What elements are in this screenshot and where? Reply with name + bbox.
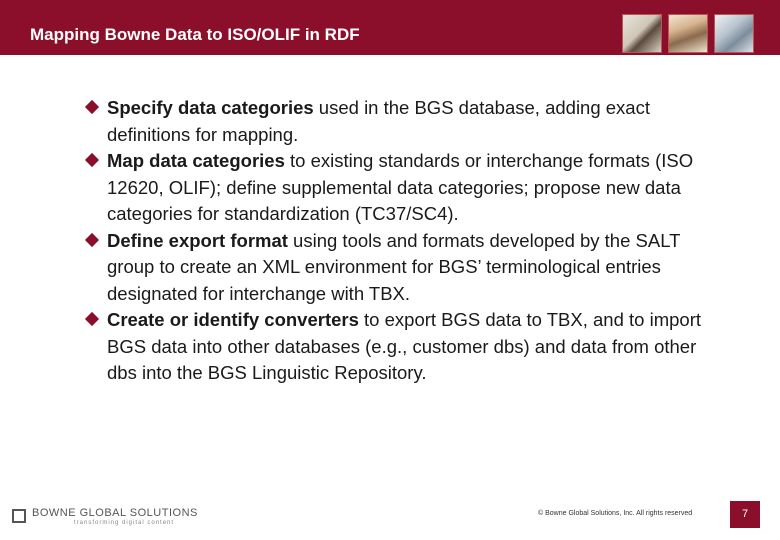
slide-title: Mapping Bowne Data to ISO/OLIF in RDF	[30, 25, 360, 44]
page-number: 7	[730, 501, 760, 528]
header-photos	[622, 14, 754, 53]
photo-group-icon	[668, 14, 708, 53]
list-item	[88, 228, 708, 308]
diamond-bullet-icon	[85, 312, 99, 326]
company-logo	[12, 507, 198, 529]
diamond-bullet-icon	[85, 232, 99, 246]
list-item	[88, 307, 708, 387]
bullet-bold-text: Specify data categories	[107, 97, 314, 118]
list-item	[88, 148, 708, 228]
bullet-bold-text: Define export format	[107, 229, 288, 251]
bullet-text: using tools and formats developed by the SALT group to create an XML environment for BGS’ terminological entries designated for interchange with TBX.	[107, 229, 681, 304]
bullet-bold-text: Map data categories	[107, 150, 285, 171]
list-item	[88, 95, 708, 148]
copyright-text: © Bowne Global Solutions, Inc. All rights reserved	[538, 510, 693, 517]
bullet-text: used in the BGS database, adding exact definitions for mapping.	[107, 97, 650, 145]
logo-tagline: transforming digital content	[74, 520, 175, 526]
slide-footer	[0, 490, 780, 540]
title-bar	[0, 0, 780, 55]
bullet-text: to existing standards or interchange formats (ISO 12620, OLIF); define supplemental data categories; propose new data categories for standardization (TC37/SC4).	[107, 150, 694, 224]
diamond-bullet-icon	[85, 100, 99, 114]
bullet-text: to export BGS data to TBX, and to import BGS data into other databases (e.g., customer dbs) and data from other dbs into the BGS Linguistic Repository.	[107, 309, 701, 383]
diamond-bullet-icon	[85, 153, 99, 167]
photo-person-icon	[622, 14, 662, 53]
logo-mark-icon	[12, 509, 26, 523]
bullet-list	[88, 95, 708, 387]
photo-building-icon	[714, 14, 754, 53]
bullet-bold-text: Create or identify converters	[107, 309, 359, 330]
logo-text: BOWNE GLOBAL SOLUTIONS	[32, 507, 198, 519]
